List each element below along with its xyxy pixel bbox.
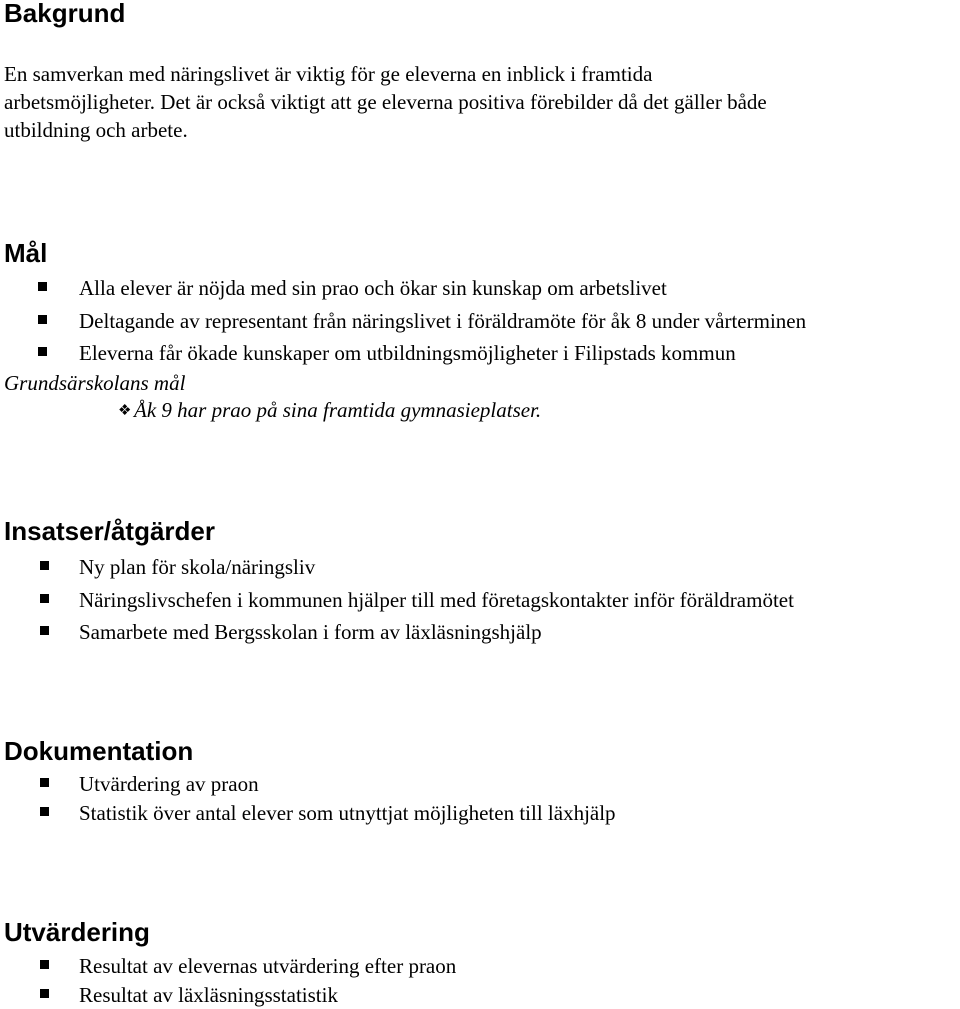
list-item-text: Samarbete med Bergsskolan i form av läxläsningshjälp: [79, 620, 542, 644]
list-item-text: Utvärdering av praon: [79, 772, 259, 796]
section-heading-bakgrund: Bakgrund: [4, 0, 126, 28]
list-item-text: Resultat av elevernas utvärdering efter praon: [79, 954, 457, 978]
list-item-text: Alla elever är nöjda med sin prao och ökar sin kunskap om arbetslivet: [79, 276, 667, 300]
section-heading-dokumentation: Dokumentation: [4, 736, 194, 766]
list-item-text: Deltagande av representant från näringslivet i föräldramöte för åk 8 under vårterminen: [79, 309, 807, 333]
section-heading-mal: Mål: [4, 238, 48, 268]
list-item-text: Resultat av läxläsningsstatistik: [79, 983, 338, 1007]
list-item-text: Ny plan för skola/näringsliv: [79, 555, 316, 579]
square-bullet-icon: [38, 347, 47, 356]
list-item-text: Statistik över antal elever som utnyttjat möjligheten till läxhjälp: [79, 801, 616, 825]
diamond-bullet-icon: ❖: [118, 403, 132, 419]
square-bullet-icon: [40, 989, 49, 998]
square-bullet-icon: [40, 626, 49, 635]
section-heading-utvardering: Utvärdering: [4, 917, 150, 947]
list-item-text: Eleverna får ökade kunskaper om utbildningsmöjligheter i Filipstads kommun: [79, 341, 736, 365]
square-bullet-icon: [40, 778, 49, 787]
square-bullet-icon: [40, 960, 49, 969]
bakgrund-paragraph: En samverkan med näringslivet är viktig för ge eleverna en inblick i framtida arbetsmöjligheter. Det är också viktigt att ge eleverna positiva förebilder då det gäller både utbildning och arbete.: [4, 62, 767, 142]
sub-list-item-text: Åk 9 har prao på sina framtida gymnasieplatser.: [134, 398, 542, 422]
square-bullet-icon: [40, 594, 49, 603]
square-bullet-icon: [40, 807, 49, 816]
section-heading-insatser: Insatser/åtgärder: [4, 516, 215, 546]
sub-heading-grundsarskolan: Grundsärskolans mål: [4, 371, 186, 395]
sub-list-item: [118, 396, 541, 425]
square-bullet-icon: [38, 315, 47, 324]
list-item-text: Näringslivschefen i kommunen hjälper till med företagskontakter inför föräldramötet: [79, 588, 794, 612]
square-bullet-icon: [38, 282, 47, 291]
square-bullet-icon: [40, 561, 49, 570]
